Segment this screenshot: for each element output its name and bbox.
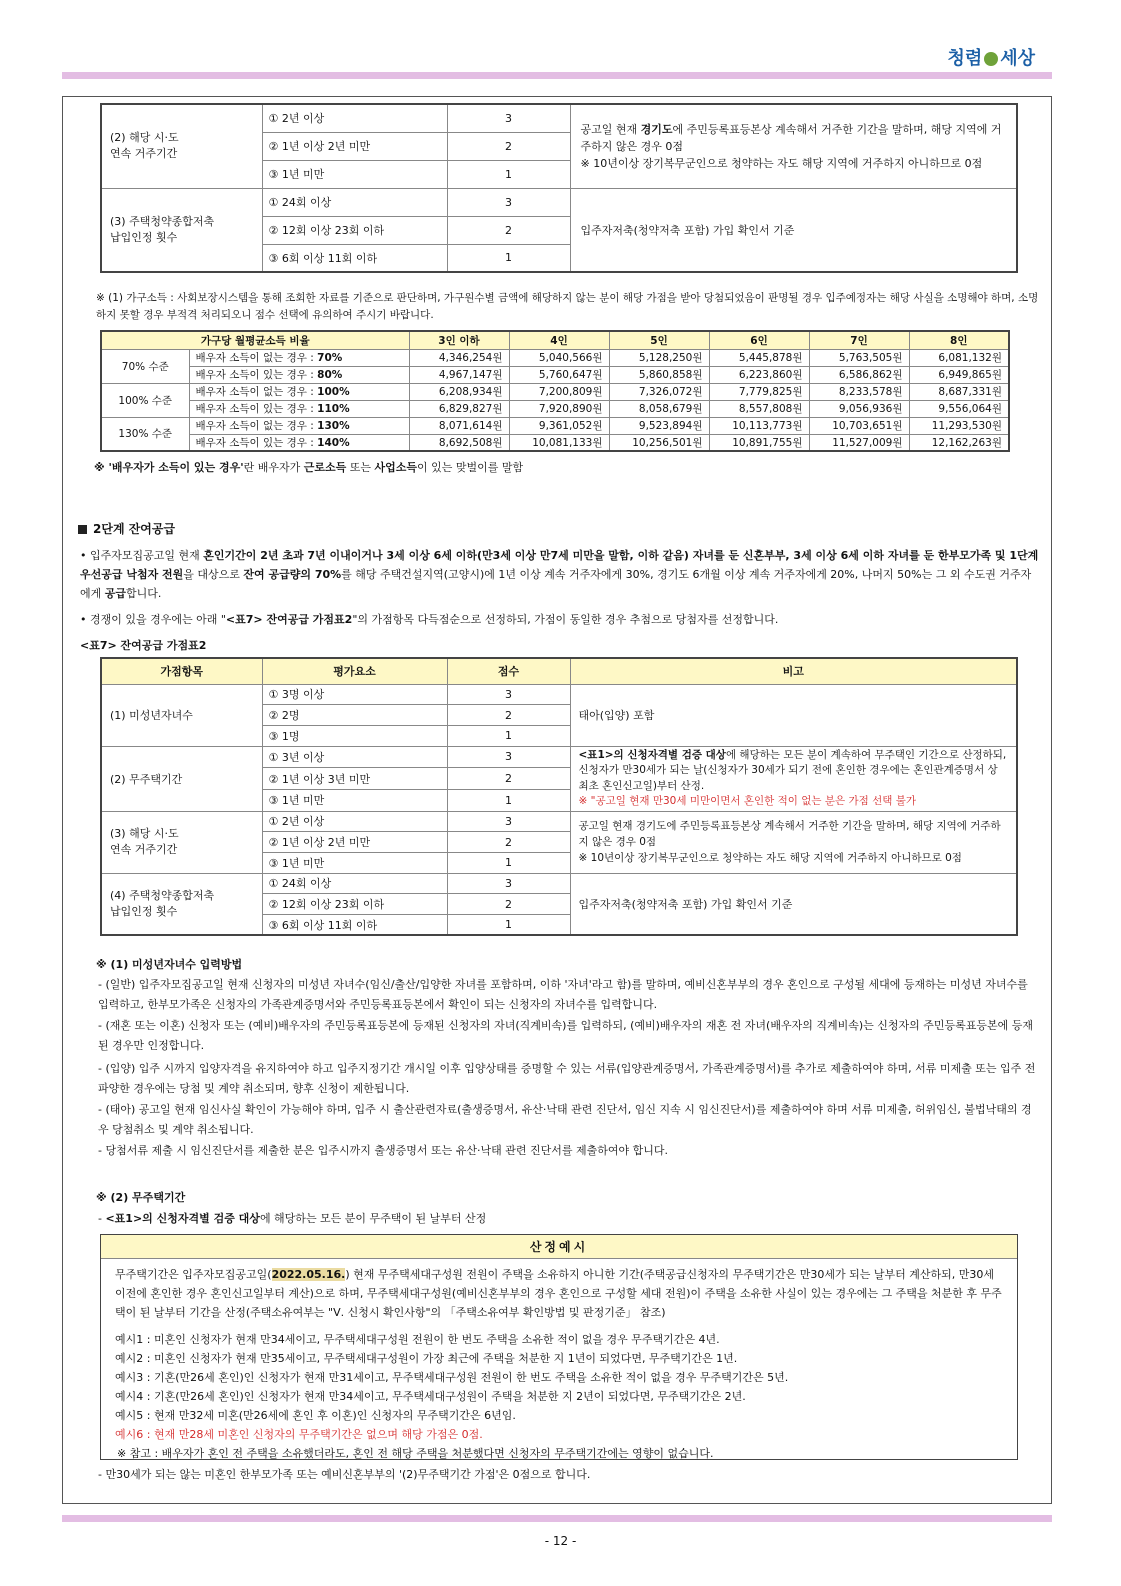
table7 <box>100 657 1018 936</box>
element-cell: ① 24회 이상 <box>262 188 447 216</box>
element-cell: ③ 1년 미만 <box>262 852 447 873</box>
note-cell: 태아(입양) 포함 <box>570 684 1017 746</box>
income-value: 5,760,647원 <box>509 366 609 383</box>
score-cell: 2 <box>447 705 570 726</box>
element-cell: ① 3년 이상 <box>262 746 447 768</box>
income-value: 8,557,808원 <box>709 400 809 417</box>
income-level: 70% 수준 <box>101 349 189 383</box>
income-value: 6,223,860원 <box>709 366 809 383</box>
minor-children-title: ※ (1) 미성년자녀수 입력방법 <box>96 958 243 971</box>
income-value: 4,967,147원 <box>409 366 509 383</box>
homeless-title: ※ (2) 무주택기간 <box>96 1191 186 1204</box>
element-cell: ① 24회 이상 <box>262 873 447 894</box>
example-item: 예시5 : 현재 만32세 미혼(만26세에 혼인 후 이혼)인 신청자의 무주택기간은 6년임. <box>115 1409 516 1422</box>
element-cell: ③ 1년 미만 <box>262 160 447 188</box>
income-value: 10,891,755원 <box>709 434 809 451</box>
section2-competition: • 경쟁이 있을 경우에는 아래 "<표7> 잔여공급 가점표2"의 가점항목 다득점순으로 선정하되, 가점이 동일한 경우 추첨으로 당첨자를 선정합니다. <box>80 613 779 626</box>
score-cell: 3 <box>447 746 570 768</box>
score-cell: 2 <box>447 832 570 853</box>
example-item: 예시2 : 미혼인 신청자가 현재 만35세이고, 무주택세대구성원이 가장 최근에 주택을 처분한 지 1년이 되었다면, 무주택기간은 1년. <box>115 1352 738 1365</box>
homeless-line: - <표1>의 신청자격별 검증 대상에 해당하는 모든 분이 무주택이 된 날부터 산정 <box>98 1212 487 1225</box>
score-cell: 1 <box>447 915 570 936</box>
score-cell: 3 <box>447 188 570 216</box>
example-reference: ※ 참고 : 배우자가 혼인 전 주택을 소유했더라도, 혼인 전 해당 주택을 처분했다면 신청자의 무주택기간에는 영향이 없습니다. <box>117 1447 714 1460</box>
minor-children-item: - (태아) 공고일 현재 임신사실 확인이 가능해야 하며, 입주 시 출산관련자료(출생증명서, 유산·낙태 관련 진단서, 임신 지속 시 임신진단서)를 제출하여야 하며 서류 미제출, 허위임신, 불법낙태의 경우 당첨취소 및 계약 취소됩니다. <box>98 1103 1032 1136</box>
income-value: 6,081,132원 <box>909 349 1009 366</box>
square-bullet-icon <box>78 525 87 534</box>
note-cell: 공고일 현재 경기도에 주민등록표등본상 계속해서 거주한 기간을 말하며, 해당 지역에 거주하지 않은 경우 0점 ※ 10년이상 장기복무군인으로 청약하는 자도 해당 지역에 거주하지 아니하므로 0점 <box>570 811 1017 873</box>
element-cell: ① 2년 이상 <box>262 811 447 832</box>
income-row-label: 배우자 소득이 있는 경우 : 80% <box>189 366 409 383</box>
minor-children-item: - 당첨서류 제출 시 임신진단서를 제출한 분은 입주시까지 출생증명서 또는 유산·낙태 관련 진단서를 제출하여야 합니다. <box>98 1144 668 1157</box>
bottom-band <box>62 1515 1052 1522</box>
income-row-label: 배우자 소득이 없는 경우 : 100% <box>189 383 409 400</box>
income-value: 7,326,072원 <box>609 383 709 400</box>
income-row-label: 배우자 소득이 없는 경우 : 130% <box>189 417 409 434</box>
score-cell: 2 <box>447 216 570 244</box>
element-cell: ① 3명 이상 <box>262 684 447 705</box>
score-cell: 1 <box>447 852 570 873</box>
income-value: 8,692,508원 <box>409 434 509 451</box>
element-cell: ③ 6회 이상 11회 이하 <box>262 915 447 936</box>
income-level: 130% 수준 <box>101 417 189 451</box>
note-cell: <표1>의 신청자격별 검증 대상에 해당하는 모든 분이 계속하여 무주택인 기간으로 산정하되, 신청자가 만30세가 되는 날(신청자가 30세가 되기 전에 혼인한 경우에는 혼인관계증명서 상 최초 혼인신고일)부터 산정. ※ "공고일 현재 만30세 미만이면서 혼인한 적이 없는 분은 가점 선택 불가 <box>570 746 1017 811</box>
income-value: 5,763,505원 <box>809 349 909 366</box>
table7-title: <표7> 잔여공급 가점표2 <box>80 639 207 652</box>
homeless-last-line: - 만30세가 되는 않는 미혼인 한부모가족 또는 예비신혼부부의 '(2)무주택기간 가점'은 0점으로 합니다. <box>98 1468 591 1481</box>
income-value: 8,058,679원 <box>609 400 709 417</box>
income-value: 10,081,133원 <box>509 434 609 451</box>
element-cell: ② 1년 이상 2년 미만 <box>262 132 447 160</box>
income-header: 5인 <box>609 331 709 349</box>
income-value: 6,949,865원 <box>909 366 1009 383</box>
income-level: 100% 수준 <box>101 383 189 417</box>
top-band <box>62 72 1052 79</box>
element-cell: ② 12회 이상 23회 이하 <box>262 894 447 915</box>
note-cell: 입주자저축(청약저축 포함) 가입 확인서 기준 <box>570 188 1017 272</box>
item-cell: (2) 무주택기간 <box>101 746 262 811</box>
income-value: 5,040,566원 <box>509 349 609 366</box>
score-cell: 1 <box>447 789 570 811</box>
item-cell: (2) 해당 시·도 연속 거주기간 <box>101 104 262 188</box>
income-value: 7,920,890원 <box>509 400 609 417</box>
example-box <box>100 1234 1018 1460</box>
element-cell: ③ 1년 미만 <box>262 789 447 811</box>
income-value: 4,346,254원 <box>409 349 509 366</box>
income-value: 11,293,530원 <box>909 417 1009 434</box>
minor-children-item: - (일반) 입주자모집공고일 현재 신청자의 미성년 자녀수(임신/출산/입양한 자녀를 포함하며, 이하 '자녀'라고 함)를 말하며, 예비신혼부부의 경우 혼인으로 구성될 세대에 등재하는 미성년 자녀수를 입력하고, 한부모가족은 신청자의 가족관계증명서와 주민등록표등본에서 확인이 되는 신청자의 자녀수를 입력합니다. <box>98 978 1028 1011</box>
table7-header: 점수 <box>447 658 570 684</box>
income-value: 8,233,578원 <box>809 383 909 400</box>
table7-header: 평가요소 <box>262 658 447 684</box>
income-header: 3인 이하 <box>409 331 509 349</box>
score-cell: 2 <box>447 132 570 160</box>
income-value: 6,586,862원 <box>809 366 909 383</box>
income-table <box>100 330 1010 452</box>
income-value: 8,071,614원 <box>409 417 509 434</box>
element-cell: ③ 1명 <box>262 725 447 746</box>
score-cell: 2 <box>447 768 570 790</box>
income-value: 12,162,263원 <box>909 434 1009 451</box>
income-value: 7,779,825원 <box>709 383 809 400</box>
income-value: 9,056,936원 <box>809 400 909 417</box>
element-cell: ② 1년 이상 2년 미만 <box>262 832 447 853</box>
item-cell: (1) 미성년자녀수 <box>101 684 262 746</box>
item-cell: (3) 해당 시·도 연속 거주기간 <box>101 811 262 873</box>
example-item: 예시1 : 미혼인 신청자가 현재 만34세이고, 무주택세대구성원 전원이 한 번도 주택을 소유한 적이 없을 경우 무주택기간은 4년. <box>115 1333 720 1346</box>
income-row-label: 배우자 소득이 있는 경우 : 140% <box>189 434 409 451</box>
income-value: 8,687,331원 <box>909 383 1009 400</box>
income-header: 7인 <box>809 331 909 349</box>
page-number: - 12 - <box>544 1534 577 1548</box>
table7-header: 비고 <box>570 658 1017 684</box>
income-row-label: 배우자 소득이 있는 경우 : 110% <box>189 400 409 417</box>
minor-children-item: - (재혼 또는 이혼) 신청자 또는 (예비)배우자의 주민등록표등본에 등재된 신청자의 자녀(직계비속)를 입력하되, (예비)배우자의 재혼 전 자녀(배우자의 직계비속)는 신청자의 주민등록표등본에 등재된 경우만 인정합니다. <box>98 1019 1034 1052</box>
element-cell: ② 1년 이상 3년 미만 <box>262 768 447 790</box>
income-note: ※ (1) 가구소득 : 사회보장시스템을 통해 조회한 자료를 기준으로 판단하며, 가구원수별 금액에 해당하지 않는 분이 해당 가점을 받아 당첨되었음이 판명될 경우 입주예정자는 해당 사실을 소명해야 하며, 소명하지 못할 경우 부적격 처리되오니 점수 선택에 유의하여 주시기 바랍니다. <box>96 292 1039 321</box>
income-header: 4인 <box>509 331 609 349</box>
section-heading: 2단계 잔여공급 <box>78 520 175 537</box>
score-cell: 3 <box>447 811 570 832</box>
table7-header: 가점항목 <box>101 658 262 684</box>
note-cell: 입주자저축(청약저축 포함) 가입 확인서 기준 <box>570 873 1017 935</box>
income-value: 6,208,934원 <box>409 383 509 400</box>
income-value: 5,128,250원 <box>609 349 709 366</box>
income-header: 6인 <box>709 331 809 349</box>
income-value: 10,113,773원 <box>709 417 809 434</box>
note-cell: 공고일 현재 경기도에 주민등록표등본상 계속해서 거주한 기간을 말하며, 해당 지역에 거주하지 않은 경우 0점 ※ 10년이상 장기복무군인으로 청약하는 자도 해당 지역에 거주하지 아니하므로 0점 <box>570 104 1017 188</box>
score-cell: 2 <box>447 894 570 915</box>
example-item: 예시4 : 기혼(만26세 혼인)인 신청자가 현재 만34세이고, 무주택세대구성원이 주택을 처분한 지 2년이 되었다면, 무주택기간은 2년. <box>115 1390 746 1403</box>
income-value: 5,860,858원 <box>609 366 709 383</box>
income-value: 7,200,809원 <box>509 383 609 400</box>
minor-children-item: - (입양) 입주 시까지 입양자격을 유지하여야 하고 입주지정기간 개시일 이후 입양상태를 증명할 수 있는 서류(입양관계증명서, 가족관계증명서)를 추가로 제출하여야 하며, 서류 미제출 또는 입주 전 파양한 경우에는 당첨 및 계약 취소되며, 향후 신청이 제한됩니다. <box>98 1062 1036 1095</box>
income-value: 5,445,878원 <box>709 349 809 366</box>
element-cell: ① 2년 이상 <box>262 104 447 132</box>
income-header: 8인 <box>909 331 1009 349</box>
score-cell: 1 <box>447 160 570 188</box>
income-header: 가구당 월평균소득 비율 <box>101 331 409 349</box>
spouse-note: ※ '배우자가 소득이 있는 경우'란 배우자가 근로소득 또는 사업소득이 있는 맞벌이를 말함 <box>94 461 524 474</box>
score-cell: 3 <box>447 104 570 132</box>
element-cell: ② 2명 <box>262 705 447 726</box>
income-value: 10,256,501원 <box>609 434 709 451</box>
example-item: 예시3 : 기혼(만26세 혼인)인 신청자가 현재 만31세이고, 무주택세대구성원 전원이 한 번도 주택을 소유한 적이 없을 경우 무주택기간은 5년. <box>115 1371 789 1384</box>
score-cell: 3 <box>447 684 570 705</box>
income-value: 9,556,064원 <box>909 400 1009 417</box>
section2-paragraph: • 입주자모집공고일 현재 혼인기간이 2년 초과 7년 이내이거나 3세 이상 6세 이하(만3세 이상 만7세 미만을 말함, 이하 같음) 자녀를 둔 신혼부부, 3세 이상 6세 이하 자녀를 둔 한부모가족 및 1단계 우선공급 낙첨자 전원을 대상으로 잔여 공급량의 70%를 해당 주택건설지역(고양시)에 1년 이상 계속 거주자에게 30%, 경기도 6개월 이상 계속 거주자에게 20%, 나머지 50%는 그 외 수도권 거주자에게 공급합니다. <box>80 549 1039 600</box>
example-box-title: 산정예시 <box>101 1235 1017 1259</box>
item-cell: (4) 주택청약종합저축 납입인정 횟수 <box>101 873 262 935</box>
income-value: 9,523,894원 <box>609 417 709 434</box>
income-value: 9,361,052원 <box>509 417 609 434</box>
income-row-label: 배우자 소득이 없는 경우 : 70% <box>189 349 409 366</box>
example-item-red: 예시6 : 현재 만28세 미혼인 신청자의 무주택기간은 없으며 해당 가점은 0점. <box>115 1428 483 1441</box>
income-value: 6,829,827원 <box>409 400 509 417</box>
score-cell: 3 <box>447 873 570 894</box>
element-cell: ③ 6회 이상 11회 이하 <box>262 244 447 272</box>
logo-emblem-icon <box>984 52 998 66</box>
score-cell: 1 <box>447 244 570 272</box>
income-value: 10,703,651원 <box>809 417 909 434</box>
score-cell: 1 <box>447 725 570 746</box>
example-box-paragraph: 무주택기간은 입주자모집공고일(2022.05.16.) 현재 무주택세대구성원 전원이 주택을 소유하지 아니한 기간(주택공급신청자의 무주택기간은 만30세가 되는 날부터 계산하되, 만30세 이전에 혼인한 경우 혼인신고일부터 계산)으로 하며, 무주택세대구성원(예비신혼부부의 경우 혼인으로 구성할 세대 전원)이 주택을 소유한 사실이 있는 경우에는 그 주택을 처분한 후 무주택이 된 날부터 기간을 산정(주택소유여부는 "Ⅴ. 신청시 확인사항"의 「주택소유여부 확인방법 및 판정기준」 참조) <box>115 1268 1002 1319</box>
logo: 청렴 세상 <box>947 48 1035 69</box>
element-cell: ② 12회 이상 23회 이하 <box>262 216 447 244</box>
top-score-table <box>100 103 1018 273</box>
income-value: 11,527,009원 <box>809 434 909 451</box>
item-cell: (3) 주택청약종합저축 납입인정 횟수 <box>101 188 262 272</box>
